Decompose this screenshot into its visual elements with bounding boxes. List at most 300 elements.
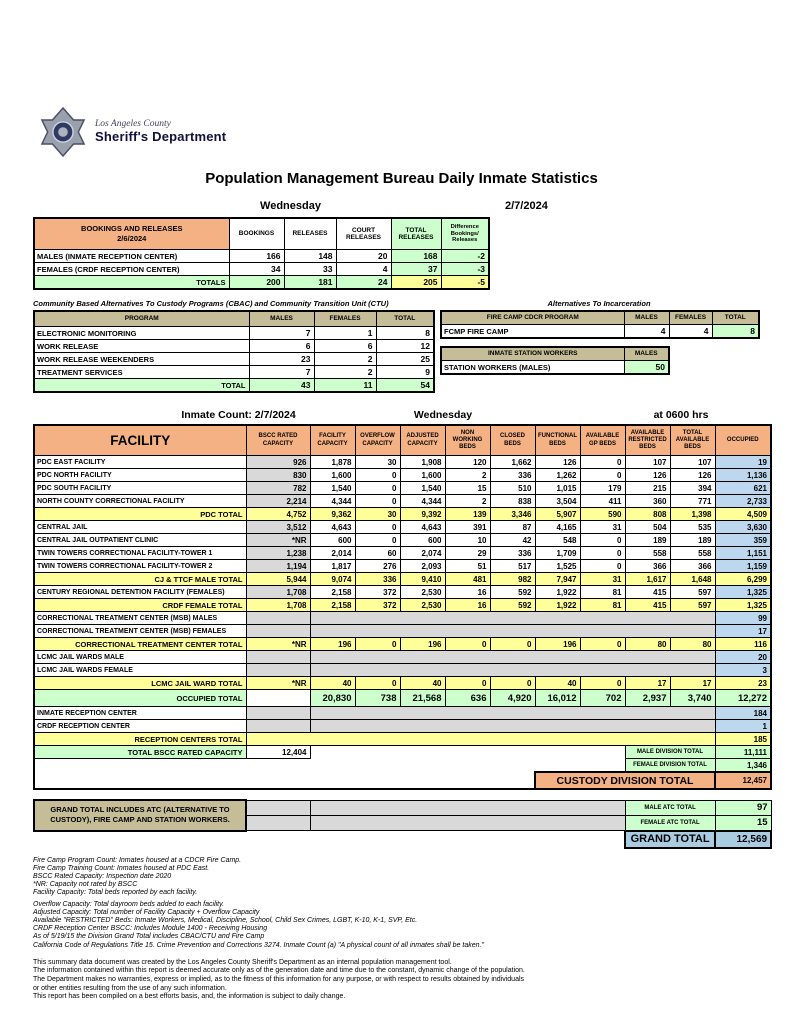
cell: 0 xyxy=(580,638,625,651)
table-row xyxy=(34,327,434,340)
facility-row xyxy=(34,560,771,573)
cell: 60 xyxy=(355,547,400,560)
merged-cell xyxy=(310,707,715,720)
alternatives-section xyxy=(440,299,770,375)
cell: 189 xyxy=(625,534,670,547)
cell: 24 xyxy=(336,276,391,290)
cell: 11 xyxy=(314,379,376,393)
disclaimer xyxy=(33,959,770,1002)
cell: 2,530 xyxy=(400,586,445,599)
cell: 23 xyxy=(249,353,314,366)
cell: 8 xyxy=(712,325,759,339)
bookings-releases-table xyxy=(33,217,490,290)
facility-row xyxy=(34,664,771,677)
spacer xyxy=(34,759,625,773)
table-row xyxy=(34,263,489,276)
cell: 1,922 xyxy=(535,599,580,612)
cell: *NR xyxy=(246,677,310,690)
cell: 597 xyxy=(670,586,715,599)
agency-name-block xyxy=(95,120,226,144)
bookings-title xyxy=(34,218,229,250)
cell: 40 xyxy=(535,677,580,690)
row-label: PDC EAST FACILITY xyxy=(34,456,246,469)
cell: 15 xyxy=(445,482,490,495)
cell: 126 xyxy=(670,469,715,482)
cell: 16 xyxy=(445,599,490,612)
cell: 4,752 xyxy=(246,508,310,521)
row-label: CENTRAL JAIL OUTPATIENT CLINIC xyxy=(34,534,246,547)
bookings-title-date: 2/6/2024 xyxy=(117,234,147,243)
cell: 37 xyxy=(391,263,441,276)
cell: 5,944 xyxy=(246,573,310,586)
cell: 2,158 xyxy=(310,599,355,612)
cell: 2,014 xyxy=(310,547,355,560)
merged-cell xyxy=(310,612,715,625)
cell: 4,344 xyxy=(310,495,355,508)
cell: -3 xyxy=(441,263,489,276)
cell: 10 xyxy=(445,534,490,547)
cell: 0 xyxy=(355,534,400,547)
col-program: PROGRAM xyxy=(34,311,249,327)
alternatives-title: Alternatives To Incarceration xyxy=(547,299,651,308)
cell: 30 xyxy=(355,508,400,521)
col-total-releases: TOTAL RELEASES xyxy=(391,218,441,250)
cell: 179 xyxy=(580,482,625,495)
cell: 0 xyxy=(355,677,400,690)
cell: 336 xyxy=(355,573,400,586)
cell: 415 xyxy=(625,599,670,612)
cell: 702 xyxy=(580,690,625,707)
cell: 81 xyxy=(580,586,625,599)
cell: 139 xyxy=(445,508,490,521)
row-label: LCMC JAIL WARDS MALE xyxy=(34,651,246,664)
cell: 184 xyxy=(715,707,771,720)
cell: 372 xyxy=(355,599,400,612)
row-label: TOTALS xyxy=(34,276,229,290)
cell: 9,410 xyxy=(400,573,445,586)
fire-camp-table xyxy=(440,310,760,339)
cell: 1,262 xyxy=(535,469,580,482)
cell: 2 xyxy=(314,366,376,379)
custody-division-total-value: 12,457 xyxy=(715,772,771,789)
grand-total-label: GRAND TOTAL xyxy=(625,831,715,848)
cell: 3 xyxy=(715,664,771,677)
cell: 1,922 xyxy=(535,586,580,599)
spacer xyxy=(34,831,625,848)
cell: 1,708 xyxy=(246,599,310,612)
weekday-label: Wednesday xyxy=(413,409,473,421)
cell: 2,074 xyxy=(400,547,445,560)
cell: 1,136 xyxy=(715,469,771,482)
cell: 7 xyxy=(249,327,314,340)
col-releases: RELEASES xyxy=(284,218,336,250)
male-atc-total-value: 97 xyxy=(715,800,771,815)
count-time-label: at 0600 hrs xyxy=(653,409,709,421)
cell: 336 xyxy=(490,547,535,560)
cell: 20 xyxy=(715,651,771,664)
cell: 1,238 xyxy=(246,547,310,560)
cell: 54 xyxy=(376,379,434,393)
cell: 926 xyxy=(246,456,310,469)
cell: 196 xyxy=(310,638,355,651)
grand-total-note xyxy=(34,800,246,831)
disclaimer-line: or other entities resulting from the use of any such information. xyxy=(33,984,227,992)
bookings-title-line1: BOOKINGS AND RELEASES xyxy=(81,224,183,234)
cell: 43 xyxy=(249,379,314,393)
cell: 33 xyxy=(284,263,336,276)
facility-caption xyxy=(33,409,770,424)
male-division-total-label: MALE DIVISION TOTAL xyxy=(625,746,715,759)
cell: 3,630 xyxy=(715,521,771,534)
facility-header-row xyxy=(34,425,771,456)
cell: 196 xyxy=(535,638,580,651)
row-label: LCMC JAIL WARD TOTAL xyxy=(34,677,246,690)
custody-division-row xyxy=(34,772,771,789)
cell: 1,151 xyxy=(715,547,771,560)
row-label: FCMP FIRE CAMP xyxy=(441,325,624,339)
cell: 87 xyxy=(490,521,535,534)
cell: 31 xyxy=(580,521,625,534)
female-division-row xyxy=(34,759,771,773)
total-row xyxy=(34,638,771,651)
total-row xyxy=(34,677,771,690)
footnote: California Code of Regulations Title 15. Crime Prevention and Corrections 3274. Inmate Count (a) "A physical count of all inmates shall be taken." xyxy=(33,941,484,949)
table-row xyxy=(441,361,669,375)
agency-department: Sheriff's Department xyxy=(95,129,227,145)
table-row xyxy=(441,325,759,339)
cell: 0 xyxy=(580,456,625,469)
cell: 30 xyxy=(355,456,400,469)
male-atc-total-label: MALE ATC TOTAL xyxy=(625,800,715,815)
row-label: NORTH COUNTY CORRECTIONAL FACILITY xyxy=(34,495,246,508)
row-label: TOTAL xyxy=(34,379,249,393)
cell: 9,362 xyxy=(310,508,355,521)
facility-table xyxy=(33,424,772,790)
occupied-total-row xyxy=(34,690,771,707)
facility-row xyxy=(34,707,771,720)
merged-cell xyxy=(310,625,715,638)
cell: 372 xyxy=(355,586,400,599)
col-closed-beds: CLOSED BEDS xyxy=(490,425,535,456)
row-label: OCCUPIED TOTAL xyxy=(34,690,246,707)
row-label: CRDF FEMALE TOTAL xyxy=(34,599,246,612)
col-bookings: BOOKINGS xyxy=(229,218,284,250)
facility-row xyxy=(34,720,771,733)
cell: 126 xyxy=(625,469,670,482)
cell: 20 xyxy=(336,250,391,263)
cell: 19 xyxy=(715,456,771,469)
disclaimer-line: The Department makes no warranties, express or implied, as to the fitness of this information for any purpose, or with respect to results obtained by individuals xyxy=(33,975,525,983)
footnote: Available "RESTRICTED" Beds: Inmate Workers, Medical, Discipline, School, Child Sex Crimes, LGBT, K-10, K-1, SVP, Etc. xyxy=(33,916,418,924)
col-females: FEMALES xyxy=(314,311,376,327)
cell: 2 xyxy=(314,353,376,366)
footnote: Overflow Capacity: Total dayroom beds added to each facility. xyxy=(33,900,225,908)
cell: 1 xyxy=(314,327,376,340)
cell: 12,404 xyxy=(246,746,310,759)
cell: 621 xyxy=(715,482,771,495)
row-label: CORRECTIONAL TREATMENT CENTER (MSB) MALES xyxy=(34,612,246,625)
cell xyxy=(246,612,310,625)
cell: 1,159 xyxy=(715,560,771,573)
cell: 9,074 xyxy=(310,573,355,586)
sheriff-star-icon xyxy=(39,107,87,157)
row-label: PDC SOUTH FACILITY xyxy=(34,482,246,495)
cell: 0 xyxy=(355,638,400,651)
col-station-workers: INMATE STATION WORKERS xyxy=(441,347,624,361)
row-label: STATION WORKERS (MALES) xyxy=(441,361,624,375)
cell: 600 xyxy=(310,534,355,547)
merged-cell xyxy=(310,651,715,664)
sheriff-logo xyxy=(39,106,770,158)
cell: 0 xyxy=(355,495,400,508)
cell: 1,648 xyxy=(670,573,715,586)
cell xyxy=(246,707,310,720)
cell: 517 xyxy=(490,560,535,573)
cell: 592 xyxy=(490,586,535,599)
cell: 1,015 xyxy=(535,482,580,495)
cell: 9 xyxy=(376,366,434,379)
col-fire-camp: FIRE CAMP CDCR PROGRAM xyxy=(441,311,624,325)
facility-row xyxy=(34,586,771,599)
cell: 1,325 xyxy=(715,586,771,599)
disclaimer-line: The information contained within this report is deemed accurate only as of the generation date and time due to the constant, dynamic change of the population. xyxy=(33,967,525,975)
col-functional-beds: FUNCTIONAL BEDS xyxy=(535,425,580,456)
facility-row xyxy=(34,521,771,534)
cell: 771 xyxy=(670,495,715,508)
cell: 5,907 xyxy=(535,508,580,521)
female-division-total-label: FEMALE DIVISION TOTAL xyxy=(625,759,715,773)
cell: *NR xyxy=(246,638,310,651)
cell xyxy=(246,625,310,638)
row-label: CENTRAL JAIL xyxy=(34,521,246,534)
cell: 2,733 xyxy=(715,495,771,508)
cell: 34 xyxy=(229,263,284,276)
cell: 1,540 xyxy=(310,482,355,495)
cell: 80 xyxy=(625,638,670,651)
footnote: Fire Camp Program Count: Inmates housed at a CDCR Fire Camp. xyxy=(33,856,242,864)
cell: 1,600 xyxy=(400,469,445,482)
cell: 12 xyxy=(376,340,434,353)
cell: 9,392 xyxy=(400,508,445,521)
cell: 16,012 xyxy=(535,690,580,707)
row-label: RECEPTION CENTERS TOTAL xyxy=(34,733,246,746)
cell: 366 xyxy=(670,560,715,573)
weekday-label: Wednesday xyxy=(260,200,321,212)
col-available-gp-beds: AVAILABLE GP BEDS xyxy=(580,425,625,456)
total-row xyxy=(34,733,771,746)
inmate-count-label: Inmate Count: 2/7/2024 xyxy=(181,409,296,421)
cell: 558 xyxy=(670,547,715,560)
col-adjusted-capacity: ADJUSTED CAPACITY xyxy=(400,425,445,456)
cell: 107 xyxy=(670,456,715,469)
cell: 1,908 xyxy=(400,456,445,469)
cell: 600 xyxy=(400,534,445,547)
merged-cell xyxy=(310,815,625,831)
cell: 2,530 xyxy=(400,599,445,612)
cell: 17 xyxy=(625,677,670,690)
cell: 16 xyxy=(445,586,490,599)
facility-row xyxy=(34,482,771,495)
cell: 4,509 xyxy=(715,508,771,521)
col-facility: FACILITY xyxy=(34,425,246,456)
col-occupied: OCCUPIED xyxy=(715,425,771,456)
agency-county: Los Angeles County xyxy=(95,119,171,130)
cell: 4,344 xyxy=(400,495,445,508)
facility-row xyxy=(34,469,771,482)
fire-camp-header-row xyxy=(441,311,759,325)
cell: 107 xyxy=(625,456,670,469)
cell: -2 xyxy=(441,250,489,263)
cell: 738 xyxy=(355,690,400,707)
cell xyxy=(246,664,310,677)
cell: 8 xyxy=(376,327,434,340)
cell: 185 xyxy=(715,733,771,746)
grand-total-note-line2: CUSTODY), FIRE CAMP AND STATION WORKERS. xyxy=(50,815,230,825)
cell: 415 xyxy=(625,586,670,599)
facility-row xyxy=(34,625,771,638)
cell: 2,937 xyxy=(625,690,670,707)
cell: 50 xyxy=(624,361,669,375)
facility-row xyxy=(34,612,771,625)
cell: 1,325 xyxy=(715,599,771,612)
cell: 51 xyxy=(445,560,490,573)
footnote: Adjusted Capacity: Total number of Facility Capacity + Overflow Capacity xyxy=(33,908,260,916)
totals-row xyxy=(34,379,434,393)
cell: 200 xyxy=(229,276,284,290)
female-atc-total-value: 15 xyxy=(715,815,771,831)
cell: 592 xyxy=(490,599,535,612)
col-facility-capacity: FACILITY CAPACITY xyxy=(310,425,355,456)
cell: 1,817 xyxy=(310,560,355,573)
cell: 126 xyxy=(535,456,580,469)
cell: 830 xyxy=(246,469,310,482)
row-label: MALES (INMATE RECEPTION CENTER) xyxy=(34,250,229,263)
merged-cell xyxy=(310,664,715,677)
cell xyxy=(246,651,310,664)
footnote: *NR: Capacity not rated by BSCC xyxy=(33,881,138,889)
cell: 166 xyxy=(229,250,284,263)
row-label: CENTURY REGIONAL DETENTION FACILITY (FEMALES) xyxy=(34,586,246,599)
cbac-table xyxy=(33,310,435,393)
disclaimer-line: This summary data document was created by the Los Angeles County Sheriff's Department as an internal population management tool. xyxy=(33,958,452,966)
cell xyxy=(246,720,310,733)
cell: 4,165 xyxy=(535,521,580,534)
row-label: CRDF RECEPTION CENTER xyxy=(34,720,246,733)
cell: 2 xyxy=(445,495,490,508)
cell: 1,662 xyxy=(490,456,535,469)
cell: 4,920 xyxy=(490,690,535,707)
facility-row xyxy=(34,547,771,560)
cell: 81 xyxy=(580,599,625,612)
cell: 0 xyxy=(445,638,490,651)
spacer xyxy=(310,746,625,759)
cell: 391 xyxy=(445,521,490,534)
female-division-total-value: 1,346 xyxy=(715,759,771,773)
cell: 6 xyxy=(314,340,376,353)
row-label: CORRECTIONAL TREATMENT CENTER TOTAL xyxy=(34,638,246,651)
facility-row xyxy=(34,495,771,508)
row-label: FEMALES (CRDF RECEPTION CENTER) xyxy=(34,263,229,276)
cell: 0 xyxy=(355,469,400,482)
col-males: MALES xyxy=(624,311,669,325)
cell: 838 xyxy=(490,495,535,508)
cell: 0 xyxy=(580,534,625,547)
cell: 4,643 xyxy=(310,521,355,534)
col-total: TOTAL xyxy=(376,311,434,327)
cell: 3,740 xyxy=(670,690,715,707)
grand-total-row xyxy=(34,831,771,848)
cell: 215 xyxy=(625,482,670,495)
cell: 0 xyxy=(580,469,625,482)
col-males: MALES xyxy=(624,347,669,361)
table-row xyxy=(34,353,434,366)
cell: 17 xyxy=(670,677,715,690)
row-label: ELECTRONIC MONITORING xyxy=(34,327,249,340)
cell: *NR xyxy=(246,534,310,547)
cell xyxy=(246,815,310,831)
cell: 4 xyxy=(624,325,669,339)
col-males: MALES xyxy=(249,311,314,327)
row-label: TREATMENT SERVICES xyxy=(34,366,249,379)
cell: 40 xyxy=(400,677,445,690)
spacer xyxy=(34,772,535,789)
col-difference: Difference Bookings/ Releases xyxy=(441,218,489,250)
col-females: FEMALES xyxy=(669,311,712,325)
grand-total-row xyxy=(34,800,771,815)
cell: 1,708 xyxy=(246,586,310,599)
cell: 1,600 xyxy=(310,469,355,482)
row-label: PDC TOTAL xyxy=(34,508,246,521)
cell: 2,214 xyxy=(246,495,310,508)
cell: 504 xyxy=(625,521,670,534)
cell: 359 xyxy=(715,534,771,547)
merged-cell xyxy=(246,733,715,746)
cell: 481 xyxy=(445,573,490,586)
cell: 0 xyxy=(580,560,625,573)
male-division-total-value: 11,111 xyxy=(715,746,771,759)
date-label: 2/7/2024 xyxy=(505,200,548,212)
cell: 80 xyxy=(670,638,715,651)
cell: 1,194 xyxy=(246,560,310,573)
col-overflow-capacity: OVERFLOW CAPACITY xyxy=(355,425,400,456)
cell xyxy=(246,690,310,707)
cell: 590 xyxy=(580,508,625,521)
cell: 196 xyxy=(400,638,445,651)
cell: 2,093 xyxy=(400,560,445,573)
footnote: Fire Camp Training Count: Inmates housed at PDC East. xyxy=(33,864,210,872)
cell: 42 xyxy=(490,534,535,547)
row-label: TWIN TOWERS CORRECTIONAL FACILITY-TOWER 2 xyxy=(34,560,246,573)
cell: 29 xyxy=(445,547,490,560)
footnote: CRDF Reception Center BSCC: Includes Module 1400 - Receiving Housing xyxy=(33,925,268,933)
row-label: PDC NORTH FACILITY xyxy=(34,469,246,482)
footnote: Facility Capacity: Total beds reported by each facility. xyxy=(33,889,198,897)
col-total: TOTAL xyxy=(712,311,759,325)
cell: 3,512 xyxy=(246,521,310,534)
row-label: WORK RELEASE WEEKENDERS xyxy=(34,353,249,366)
table-row xyxy=(34,250,489,263)
row-label: TWIN TOWERS CORRECTIONAL FACILITY-TOWER 1 xyxy=(34,547,246,560)
cell: 1 xyxy=(715,720,771,733)
cell: 1,540 xyxy=(400,482,445,495)
cell: 808 xyxy=(625,508,670,521)
cell: 31 xyxy=(580,573,625,586)
station-workers-header-row xyxy=(441,347,669,361)
cell: 0 xyxy=(490,677,535,690)
cell: 782 xyxy=(246,482,310,495)
station-workers-table xyxy=(440,346,670,375)
grand-total-value: 12,569 xyxy=(715,831,771,848)
